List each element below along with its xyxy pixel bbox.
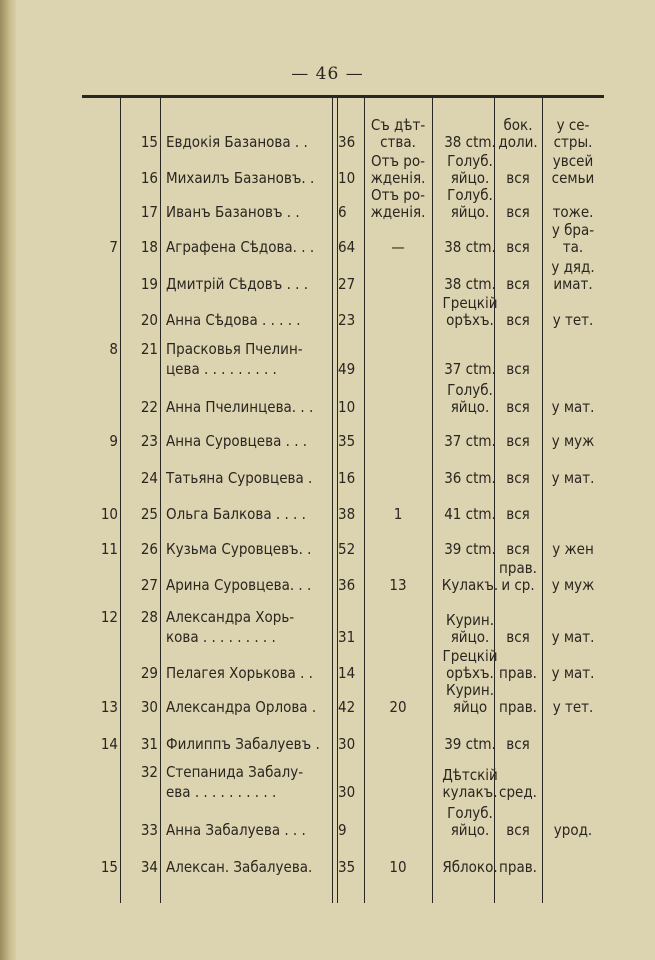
goiter-size-line: кулакъ. bbox=[442, 783, 498, 801]
lobe bbox=[492, 433, 544, 450]
row-number: 19 bbox=[140, 275, 158, 293]
goiter-size-line: орѣхъ. bbox=[446, 311, 494, 329]
person-name: Михаилъ Базановъ. . bbox=[166, 169, 315, 187]
person-name: Филиппъ Забалуевъ . bbox=[166, 735, 320, 753]
heredity bbox=[542, 399, 604, 416]
age: 36 bbox=[338, 133, 356, 151]
row-number: 32 bbox=[140, 763, 158, 781]
lobe-line: прав. bbox=[499, 559, 537, 577]
age: 14 bbox=[338, 664, 356, 682]
lobe-line: доли. bbox=[498, 133, 538, 151]
person-name: Дмитрій Сѣдовъ . . . bbox=[166, 275, 309, 293]
lobe bbox=[492, 312, 544, 329]
heredity-line: у дяд. bbox=[551, 258, 595, 276]
row-number: 29 bbox=[140, 664, 158, 682]
heredity-line: стры. bbox=[553, 133, 593, 151]
row-number: 25 bbox=[140, 505, 158, 523]
illness-duration bbox=[366, 153, 430, 187]
goiter-size-line: Яблоко. bbox=[442, 858, 498, 876]
person-name-continued: кова . . . . . . . . . bbox=[166, 628, 276, 646]
illness-duration-line: Съ дѣт- bbox=[370, 116, 426, 134]
illness-duration bbox=[366, 117, 430, 151]
illness-duration-line: 13 bbox=[389, 576, 407, 594]
lobe bbox=[492, 736, 544, 753]
person-name: Кузьма Суровцевъ. . bbox=[166, 540, 312, 558]
lobe-line: прав. bbox=[499, 664, 537, 682]
illness-duration bbox=[366, 859, 430, 876]
heredity bbox=[542, 699, 604, 716]
goiter-size-line: 37 ctm. bbox=[444, 432, 496, 450]
row-number: 27 bbox=[140, 576, 158, 594]
row-number: 30 bbox=[140, 698, 158, 716]
group-number: 13 bbox=[100, 698, 118, 716]
data-table bbox=[82, 95, 604, 903]
goiter-size-line: 39 ctm. bbox=[444, 540, 496, 558]
group-number: 9 bbox=[109, 432, 118, 450]
heredity bbox=[542, 204, 604, 221]
goiter-size-line: Курин. bbox=[445, 611, 494, 629]
lobe-line: вся bbox=[506, 735, 530, 753]
illness-duration bbox=[366, 239, 430, 256]
illness-duration-line: 20 bbox=[389, 698, 407, 716]
lobe-line: вся bbox=[506, 398, 530, 416]
heredity-line: семьи bbox=[551, 169, 595, 187]
heredity-line: у тет. bbox=[552, 698, 594, 716]
lobe-line: вся bbox=[506, 505, 530, 523]
illness-duration-line: Отъ ро- bbox=[371, 186, 425, 204]
goiter-size-line: яйцо. bbox=[450, 628, 490, 646]
age: 27 bbox=[338, 275, 356, 293]
lobe-line: вся bbox=[506, 469, 530, 487]
illness-duration-line: жденія. bbox=[370, 203, 426, 221]
goiter-size-line: Голуб. bbox=[447, 152, 493, 170]
goiter-size-line: Грецкій bbox=[442, 647, 498, 665]
illness-duration bbox=[366, 577, 430, 594]
lobe-line: вся bbox=[506, 311, 530, 329]
goiter-size-line: Грецкій bbox=[442, 294, 498, 312]
person-name: Пелагея Хорькова . . bbox=[166, 664, 313, 682]
heredity bbox=[542, 222, 604, 256]
row-number: 24 bbox=[140, 469, 158, 487]
person-name: Алексан. Забалуева. bbox=[166, 858, 313, 876]
goiter-size-line: Голуб. bbox=[447, 186, 493, 204]
lobe bbox=[492, 170, 544, 187]
heredity-line: у муж bbox=[551, 576, 595, 594]
age: 64 bbox=[338, 238, 356, 256]
lobe bbox=[492, 784, 544, 801]
goiter-size-line: 37 ctm. bbox=[444, 360, 496, 378]
person-name: Александра Орлова . bbox=[166, 698, 317, 716]
lobe-line: вся bbox=[506, 275, 530, 293]
person-name: Прасковья Пчелин- bbox=[166, 340, 303, 358]
heredity-line: тоже. bbox=[552, 203, 594, 221]
lobe-line: прав. bbox=[499, 698, 537, 716]
column-rule bbox=[120, 97, 121, 903]
goiter-size-line: яйцо. bbox=[450, 169, 490, 187]
heredity-line: у мат. bbox=[551, 469, 595, 487]
group-number: 14 bbox=[100, 735, 118, 753]
person-name: Анна Пчелинцева. . . bbox=[166, 398, 314, 416]
illness-duration-line: 10 bbox=[389, 858, 407, 876]
goiter-size-line: Кулакъ. bbox=[441, 576, 499, 594]
heredity-line: у тет. bbox=[552, 311, 594, 329]
lobe-line: вся bbox=[506, 360, 530, 378]
group-number: 15 bbox=[100, 858, 118, 876]
goiter-size-line: 38 ctm. bbox=[444, 238, 496, 256]
goiter-size-line: 41 ctm. bbox=[444, 505, 496, 523]
lobe bbox=[492, 859, 544, 876]
age: 35 bbox=[338, 432, 356, 450]
heredity-line: у мат. bbox=[551, 628, 595, 646]
age: 38 bbox=[338, 505, 356, 523]
row-number: 18 bbox=[140, 238, 158, 256]
group-number: 11 bbox=[100, 540, 118, 558]
illness-duration bbox=[366, 187, 430, 221]
page-number: — 46 — bbox=[291, 64, 364, 84]
group-number: 8 bbox=[109, 340, 118, 358]
group-number: 7 bbox=[109, 238, 118, 256]
illness-duration-line: — bbox=[391, 238, 405, 256]
person-name: Аграфена Сѣдова. . . bbox=[166, 238, 315, 256]
goiter-size-line: яйцо. bbox=[450, 398, 490, 416]
person-name-continued: ева . . . . . . . . . . bbox=[166, 783, 277, 801]
lobe bbox=[492, 560, 544, 594]
age: 35 bbox=[338, 858, 356, 876]
lobe bbox=[492, 506, 544, 523]
heredity-line: увсей bbox=[552, 152, 594, 170]
age: 31 bbox=[338, 628, 356, 646]
heredity bbox=[542, 153, 604, 187]
lobe bbox=[492, 361, 544, 378]
illness-duration-line: жденія. bbox=[370, 169, 426, 187]
lobe bbox=[492, 699, 544, 716]
illness-duration bbox=[366, 506, 430, 523]
heredity-line: имат. bbox=[553, 275, 593, 293]
heredity-line: у жен bbox=[552, 540, 594, 558]
heredity bbox=[542, 433, 604, 450]
age: 16 bbox=[338, 469, 356, 487]
person-name: Арина Суровцева. . . bbox=[166, 576, 312, 594]
heredity-line: у мат. bbox=[551, 398, 595, 416]
goiter-size-line: орѣхъ. bbox=[446, 664, 494, 682]
page-edge bbox=[0, 0, 16, 960]
lobe-line: вся bbox=[506, 169, 530, 187]
goiter-size-line: Голуб. bbox=[447, 804, 493, 822]
lobe-line: вся bbox=[506, 238, 530, 256]
lobe bbox=[492, 399, 544, 416]
person-name: Ольга Балкова . . . . bbox=[166, 505, 306, 523]
lobe-line: бок. bbox=[503, 116, 533, 134]
age: 9 bbox=[338, 821, 347, 839]
person-name-continued: цева . . . . . . . . . bbox=[166, 360, 277, 378]
age: 36 bbox=[338, 576, 356, 594]
lobe-line: и ср. bbox=[501, 576, 535, 594]
lobe bbox=[492, 204, 544, 221]
goiter-size-line: 38 ctm. bbox=[444, 275, 496, 293]
age: 30 bbox=[338, 735, 356, 753]
goiter-size-line: Голуб. bbox=[447, 381, 493, 399]
illness-duration-line: 1 bbox=[393, 505, 403, 523]
lobe-line: вся bbox=[506, 821, 530, 839]
lobe bbox=[492, 629, 544, 646]
lobe bbox=[492, 822, 544, 839]
age: 23 bbox=[338, 311, 356, 329]
illness-duration-line: Отъ ро- bbox=[371, 152, 425, 170]
age: 52 bbox=[338, 540, 356, 558]
row-number: 17 bbox=[140, 203, 158, 221]
heredity-line: та. bbox=[562, 238, 584, 256]
illness-duration bbox=[366, 699, 430, 716]
goiter-size-line: яйцо. bbox=[450, 821, 490, 839]
heredity bbox=[542, 541, 604, 558]
heredity-line: у муж bbox=[551, 432, 595, 450]
group-number: 12 bbox=[100, 608, 118, 626]
goiter-size-line: яйцо bbox=[452, 698, 488, 716]
row-number: 22 bbox=[140, 398, 158, 416]
age: 10 bbox=[338, 398, 356, 416]
goiter-size-line: Курин. bbox=[445, 681, 494, 699]
goiter-size-line: яйцо. bbox=[450, 203, 490, 221]
column-rule bbox=[364, 97, 365, 903]
heredity bbox=[542, 577, 604, 594]
age: 10 bbox=[338, 169, 356, 187]
heredity bbox=[542, 822, 604, 839]
age: 6 bbox=[338, 203, 347, 221]
goiter-size-line: 39 ctm. bbox=[444, 735, 496, 753]
row-number: 28 bbox=[140, 608, 158, 626]
row-number: 33 bbox=[140, 821, 158, 839]
lobe bbox=[492, 665, 544, 682]
heredity-line: у се- bbox=[556, 116, 590, 134]
lobe bbox=[492, 239, 544, 256]
person-name: Татьяна Суровцева . bbox=[166, 469, 313, 487]
heredity-line: у мат. bbox=[551, 664, 595, 682]
goiter-size-line: Дѣтскій bbox=[442, 766, 498, 784]
person-name: Анна Суровцева . . . bbox=[166, 432, 308, 450]
row-number: 31 bbox=[140, 735, 158, 753]
person-name: Анна Сѣдова . . . . . bbox=[166, 311, 301, 329]
lobe-line: сред. bbox=[499, 783, 537, 801]
lobe bbox=[492, 541, 544, 558]
lobe bbox=[492, 117, 544, 151]
heredity bbox=[542, 470, 604, 487]
heredity-line: урод. bbox=[553, 821, 593, 839]
row-number: 34 bbox=[140, 858, 158, 876]
age: 49 bbox=[338, 360, 356, 378]
heredity bbox=[542, 312, 604, 329]
age: 42 bbox=[338, 698, 356, 716]
row-number: 20 bbox=[140, 311, 158, 329]
lobe-line: вся bbox=[506, 540, 530, 558]
goiter-size-line: 38 ctm. bbox=[444, 133, 496, 151]
person-name: Степанида Забалу- bbox=[166, 763, 304, 781]
row-number: 16 bbox=[140, 169, 158, 187]
lobe-line: прав. bbox=[499, 858, 537, 876]
row-number: 23 bbox=[140, 432, 158, 450]
goiter-size-line: 36 ctm. bbox=[444, 469, 496, 487]
lobe-line: вся bbox=[506, 628, 530, 646]
column-rule bbox=[160, 97, 161, 903]
age: 30 bbox=[338, 783, 356, 801]
person-name: Александра Хорь- bbox=[166, 608, 295, 626]
lobe bbox=[492, 276, 544, 293]
illness-duration-line: ства. bbox=[380, 133, 416, 151]
lobe bbox=[492, 470, 544, 487]
row-number: 21 bbox=[140, 340, 158, 358]
person-name: Евдокія Базанова . . bbox=[166, 133, 308, 151]
person-name: Иванъ Базановъ . . bbox=[166, 203, 300, 221]
heredity bbox=[542, 665, 604, 682]
heredity-line: у бра- bbox=[551, 221, 595, 239]
lobe-line: вся bbox=[506, 432, 530, 450]
heredity bbox=[542, 117, 604, 151]
heredity bbox=[542, 629, 604, 646]
group-number: 10 bbox=[100, 505, 118, 523]
heredity bbox=[542, 259, 604, 293]
person-name: Анна Забалуева . . . bbox=[166, 821, 306, 839]
lobe-line: вся bbox=[506, 203, 530, 221]
row-number: 26 bbox=[140, 540, 158, 558]
row-number: 15 bbox=[140, 133, 158, 151]
